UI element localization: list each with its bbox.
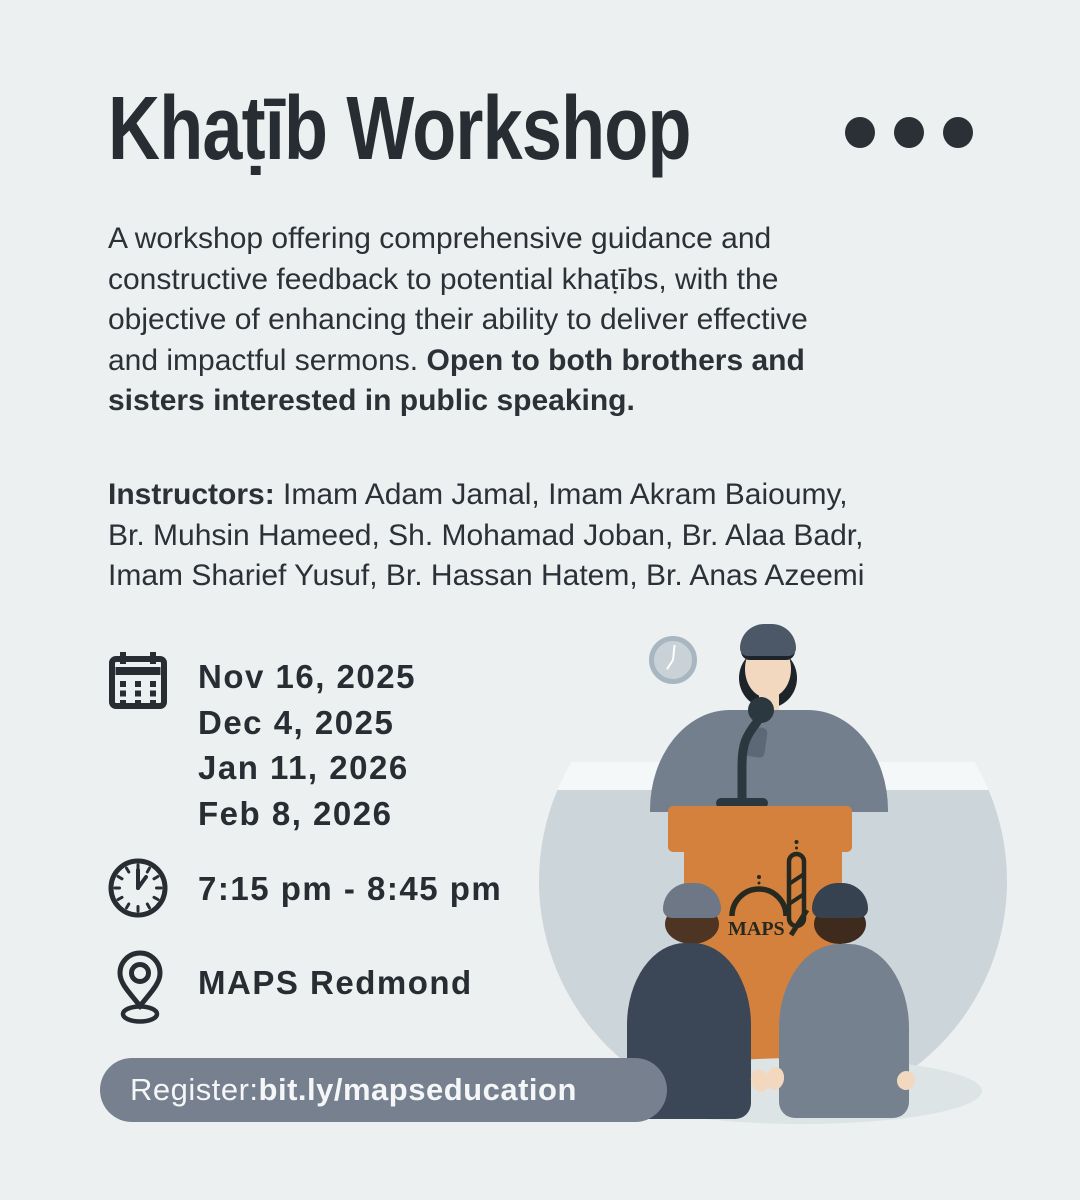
- svg-text:MAPS: MAPS: [728, 918, 785, 938]
- speaker-cap: [740, 624, 796, 656]
- page-title: Khaṭīb Workshop: [108, 79, 691, 179]
- instructors-line: Br. Muhsin Hameed, Sh. Mohamad Joban, Br. Alaa Badr,: [108, 518, 864, 552]
- date-item: Nov 16, 2025: [198, 658, 416, 695]
- description-line: objective of enhancing their ability to deliver effective: [108, 303, 808, 337]
- maps-logo: [728, 838, 812, 938]
- description-line: and impactful sermons. Open to both brothers and: [108, 343, 805, 377]
- date-item: Feb 8, 2026: [198, 794, 393, 832]
- description-line: A workshop offering comprehensive guidance and: [108, 222, 772, 255]
- instructors-line: Imam Sharief Yusuf, Br. Hassan Hatem, Br. Anas Azeemi: [108, 559, 865, 593]
- register-link: bit.ly/mapseducation: [258, 1072, 577, 1107]
- wall-clock-illustration: [649, 636, 697, 684]
- date-item: Jan 11, 2026: [198, 749, 409, 786]
- register-button[interactable]: [100, 1058, 667, 1122]
- instructors-line: Instructors: Imam Adam Jamal, Imam Akram Baioumy,: [108, 478, 848, 511]
- location-text: MAPS Redmond: [198, 964, 473, 1001]
- description-line: sisters interested in public speaking.: [108, 384, 635, 418]
- audience-right-figure: [779, 944, 909, 1118]
- description-line: constructive feedback to potential khaṭībs, with the: [108, 262, 779, 296]
- microphone-illustration: [700, 686, 790, 816]
- instructors-label: Instructors:: [108, 478, 275, 511]
- register-label: Register:: [130, 1072, 259, 1107]
- time-text: 7:15 pm - 8:45 pm: [198, 870, 503, 907]
- date-item: Dec 4, 2025: [198, 703, 395, 741]
